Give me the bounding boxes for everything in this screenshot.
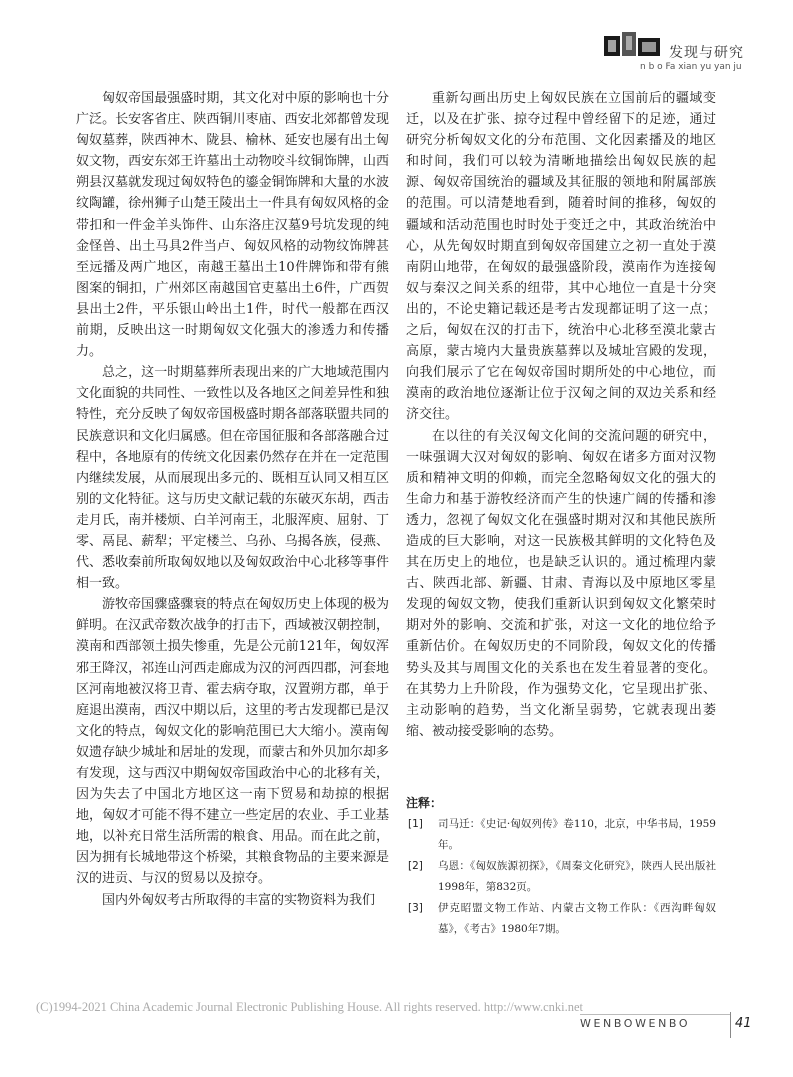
- note-number: [2]: [408, 860, 423, 872]
- note-number: [1]: [408, 818, 423, 830]
- notes-section: [406, 792, 716, 940]
- paragraph: 重新勾画出历史上匈奴民族在立国前后的疆域变迁，以及在扩张、掠夺过程中曾经留下的足迹，通过研究分析匈奴文化的分布范围、文化因素播及的地区和时间，我们可以较为清晰地描绘出匈奴民族的起源、匈奴帝国统治的疆域及其征服的领地和附属部族的范围。可以清楚地看到，随着时间的推移，匈奴的疆域和活动范围也时时处于变迁之中，其政治统治中心，从先匈奴时期直到匈奴帝国建立之初一直处于漠南阴山地带，在匈奴的最强盛阶段，漠南作为连接匈奴与秦汉之间关系的纽带，其中心地位一直是十分突出的，不论史籍记载还是考古发现都证明了这一点；之后，匈奴在汉的打击下，统治中心北移至漠北蒙古高原，蒙古境内大量贵族墓葬以及城址宫殿的发现，向我们展示了它在匈奴帝国时期所处的中心地位，而漠南的政治地位逐渐让位于汉匈之间的双边关系和经济交往。: [406, 91, 716, 423]
- footer-rule: [580, 1014, 730, 1015]
- note-item: [406, 814, 716, 856]
- page-header: [602, 30, 772, 74]
- paragraph: 匈奴帝国最强盛时期，其文化对中原的影响也十分广泛。长安客省庄、陕西铜川枣庙、西安北郊都曾发现匈奴墓葬，陕西神木、陇县、榆林、延安也屡有出土匈奴文物，西安东郊王许墓出土动物咬斗纹铜饰牌，山西朔县汉墓就发现过匈奴特色的鎏金铜饰牌和大量的水波纹陶罐，徐州狮子山楚王陵出土一件具有匈奴风格的金带扣和一件金羊头饰件、山东洛庄汉墓9号坑发现的纯金怪兽、出土马具2件当卢、匈奴风格的动物纹饰牌甚至远播及两广地区，南越王墓出土10件牌饰和带有熊图案的铜扣，广州郊区南越国官吏墓出土6件，广西贺县出土2件，平乐银山岭出土1件，时代一般都在西汉前期，反映出这一时期匈奴文化强大的渗透力和传播力。: [76, 91, 389, 360]
- notes-title: 注释：: [406, 796, 443, 810]
- paragraph: 游牧帝国骤盛骤衰的特点在匈奴历史上体现的极为鲜明。在汉武帝数次战争的打击下，西域被汉朝控制，漠南和西部领土损失惨重，先是公元前121年，匈奴浑邪王降汉，祁连山河西走廊成为汉的河西四郡，河套地区河南地被汉将卫青、霍去病夺取，汉置朔方郡，单于庭退出漠南，西汉中期以后，这里的考古发现都已是汉文化的特点，匈奴文化的影响范围已大大缩小。漠南匈奴遗存缺少城址和居址的发现，而蒙古和外贝加尔却多有发现，这与西汉中期匈奴帝国政治中心的北移有关，因为失去了中国北方地区这一南下贸易和劫掠的根据地，匈奴才可能不得不建立一些定居的农业、手工业基地，以补充日常生活所需的粮食、用品。而在此之前，因为拥有长城地带这个桥梁，其粮食物品的主要来源是汉的进贡、与汉的贸易以及掠夺。: [76, 597, 389, 887]
- note-item: [406, 856, 716, 898]
- footer-divider: [730, 1012, 731, 1038]
- journal-name: WENBOWENBO: [580, 1017, 691, 1030]
- note-text: 乌恩：《匈奴族源初探》，《周秦文化研究》，陕西人民出版社1998年，第832页。: [438, 860, 716, 893]
- section-title: 发现与研究: [669, 45, 744, 61]
- note-number: [3]: [408, 902, 423, 914]
- copyright-watermark: (C)1994-2021 China Academic Journal Electronic Publishing House. All rights reserved. http://www.cnki.net: [36, 1000, 584, 1014]
- left-column: [76, 88, 389, 911]
- section-subtitle: n b o Fa xian yu yan ju: [640, 62, 742, 72]
- note-item: [406, 898, 716, 940]
- paragraph: 在以往的有关汉匈文化间的交流问题的研究中，一味强调大汉对匈奴的影响、匈奴在诸多方面对汉物质和精神文明的仰赖，而完全忽略匈奴文化的强大的生命力和基于游牧经济而产生的快速广阔的传播和渗透力，忽视了匈奴文化在强盛时期对汉和其他民族所造成的巨大影响，对这一民族极其鲜明的文化特色及其在历史上的地位，也是缺乏认识的。通过梳理内蒙古、陕西北部、新疆、甘肃、青海以及中原地区零星发现的匈奴文物，使我们重新认识到匈奴文化繁荣时期对外的影响、交流和扩张，对这一文化的地位给予重新估价。在匈奴历史的不同阶段，匈奴文化的传播势头及其与周围文化的关系也在发生着显著的变化。在其势力上升阶段，作为强势文化，它呈现出扩张、主动影响的趋势，当文化渐呈弱势，它就表现出萎缩、被动接受影响的态势。: [406, 428, 716, 739]
- paragraph: 国内外匈奴考古所取得的丰富的实物资料为我们: [102, 892, 376, 908]
- note-text: 伊克昭盟文物工作站、内蒙古文物工作队：《西沟畔匈奴墓》，《考古》1980年7期。: [438, 902, 716, 935]
- note-text: 司马迁：《史记·匈奴列传》卷110，北京，中华书局，1959年。: [438, 818, 716, 851]
- page-footer: [580, 1014, 760, 1036]
- paragraph: 总之，这一时期墓葬所表现出来的广大地域范围内文化面貌的共同性、一致性以及各地区之间差异性和独特性，充分反映了匈奴帝国极盛时期各部落联盟共同的民族意识和文化归属感。但在帝国征服和各部落融合过程中，各地原有的传统文化因素仍然存在并在一定范围内继续发展，从而展现出多元的、既相互认同又相互区别的文化特征。这与历史文献记载的东破灭东胡，西击走月氏，南并楼烦、白羊河南王，北服浑庾、屈射、丁零、鬲昆、薪犁；平定楼兰、乌孙、乌揭各族，侵燕、代、悉收秦前所取匈奴地以及匈奴政治中心北移等事件相一致。: [76, 365, 389, 592]
- right-column: [406, 88, 716, 742]
- page-number: 41: [735, 1016, 752, 1031]
